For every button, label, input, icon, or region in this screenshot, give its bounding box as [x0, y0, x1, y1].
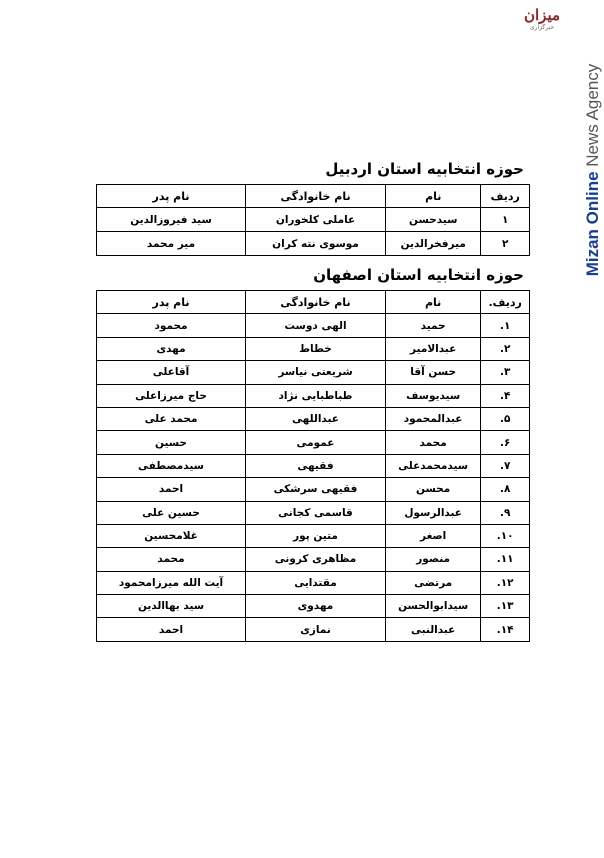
cell-father-name: غلامحسین	[97, 524, 246, 547]
cell-name: عبدالامیر	[385, 337, 480, 360]
cell-row-number: ۶.	[481, 431, 530, 454]
cell-name: سیدحسن	[386, 208, 481, 232]
table-row	[97, 337, 530, 360]
news-agency-logo	[516, 6, 568, 36]
section-title-isfahan: حوزه انتخابیه استان اصفهان	[313, 266, 524, 284]
cell-family-name: طباطبایی نژاد	[246, 384, 386, 407]
cell-father-name: محمود	[97, 314, 246, 337]
candidates-table-isfahan	[96, 290, 530, 642]
cell-family-name: خطاط	[246, 337, 386, 360]
cell-name: عبدالنبی	[385, 618, 480, 641]
cell-row-number: ۱۱.	[481, 548, 530, 571]
cell-family-name: مهدوی	[246, 595, 386, 618]
table-row	[97, 478, 530, 501]
cell-row-number: ۹.	[481, 501, 530, 524]
cell-family-name: شریعتی نیاسر	[246, 361, 386, 384]
header-row-number: ردیف	[481, 185, 530, 208]
header-name: نام	[386, 185, 481, 208]
header-family-name: نام خانوادگی	[246, 185, 386, 208]
cell-family-name: عمومی	[246, 431, 386, 454]
cell-name: محسن	[385, 478, 480, 501]
cell-father-name: محمد علی	[97, 407, 246, 430]
cell-father-name: محمد	[97, 548, 246, 571]
cell-father-name: حسین	[97, 431, 246, 454]
cell-row-number: ۱۳.	[481, 595, 530, 618]
cell-name: سیدابوالحسن	[385, 595, 480, 618]
cell-row-number: ۴.	[481, 384, 530, 407]
table-header-row	[97, 291, 530, 314]
table-header-row	[97, 185, 530, 208]
table-row	[97, 571, 530, 594]
cell-name: عبدالمحمود	[385, 407, 480, 430]
cell-father-name: سید بهاالدین	[97, 595, 246, 618]
cell-family-name: نمازی	[246, 618, 386, 641]
cell-family-name: الهی دوست	[246, 314, 386, 337]
table-row	[97, 431, 530, 454]
cell-row-number: ۵.	[481, 407, 530, 430]
cell-name: عبدالرسول	[385, 501, 480, 524]
cell-family-name: موسوی نته کران	[246, 232, 386, 256]
cell-row-number: ۲	[481, 232, 530, 256]
cell-row-number: ۱.	[481, 314, 530, 337]
cell-row-number: ۱	[481, 208, 530, 232]
header-family-name: نام خانوادگی	[246, 291, 386, 314]
cell-row-number: ۱۰.	[481, 524, 530, 547]
cell-father-name: احمد	[97, 618, 246, 641]
cell-row-number: ۷.	[481, 454, 530, 477]
header-name: نام	[385, 291, 480, 314]
cell-family-name: عبداللهی	[246, 407, 386, 430]
cell-father-name: آیت الله میرزامحمود	[97, 571, 246, 594]
cell-name: منصور	[385, 548, 480, 571]
table-row	[97, 618, 530, 641]
logo-subtitle: خبرگزاری	[529, 24, 555, 31]
cell-father-name: سیدمصطفی	[97, 454, 246, 477]
table-row	[97, 595, 530, 618]
watermark-brand: Mizan Online	[583, 171, 602, 277]
cell-row-number: ۲.	[481, 337, 530, 360]
cell-name: سیدمحمدعلی	[385, 454, 480, 477]
table-row	[97, 524, 530, 547]
cell-row-number: ۱۲.	[481, 571, 530, 594]
header-row-number: ردیف.	[481, 291, 530, 314]
vertical-watermark	[582, 30, 604, 310]
cell-family-name: متین پور	[246, 524, 386, 547]
cell-row-number: ۳.	[481, 361, 530, 384]
cell-name: محمد	[385, 431, 480, 454]
cell-family-name: مظاهری کرونی	[246, 548, 386, 571]
cell-family-name: مقتدایی	[246, 571, 386, 594]
table-row	[97, 384, 530, 407]
cell-father-name: میر محمد	[97, 232, 246, 256]
header-father-name: نام پدر	[97, 185, 246, 208]
cell-name: سیدیوسف	[385, 384, 480, 407]
cell-father-name: حاج میرزاعلی	[97, 384, 246, 407]
cell-father-name: مهدی	[97, 337, 246, 360]
cell-name: حسن آقا	[385, 361, 480, 384]
cell-name: مرتضی	[385, 571, 480, 594]
cell-family-name: عاملی کلخوران	[246, 208, 386, 232]
table-row	[97, 232, 530, 256]
cell-name: میرفخرالدین	[386, 232, 481, 256]
table-row	[97, 454, 530, 477]
cell-row-number: ۸.	[481, 478, 530, 501]
cell-family-name: فقیهی	[246, 454, 386, 477]
table-row	[97, 361, 530, 384]
cell-family-name: قاسمی کجانی	[246, 501, 386, 524]
cell-row-number: ۱۴.	[481, 618, 530, 641]
cell-father-name: آقاعلی	[97, 361, 246, 384]
cell-name: اصغر	[385, 524, 480, 547]
section-title-ardabil: حوزه انتخابیه استان اردبیل	[325, 160, 524, 178]
cell-father-name: حسین علی	[97, 501, 246, 524]
cell-father-name: سید فیروزالدین	[97, 208, 246, 232]
cell-father-name: احمد	[97, 478, 246, 501]
table-row	[97, 501, 530, 524]
table-row	[97, 548, 530, 571]
logo-wordmark: میزان	[523, 6, 561, 24]
table-row	[97, 208, 530, 232]
table-row	[97, 407, 530, 430]
header-father-name: نام پدر	[97, 291, 246, 314]
cell-family-name: فقیهی سرشکی	[246, 478, 386, 501]
table-row	[97, 314, 530, 337]
candidates-table-ardabil	[96, 184, 530, 256]
cell-name: حمید	[385, 314, 480, 337]
watermark-suffix: News Agency	[583, 63, 602, 172]
